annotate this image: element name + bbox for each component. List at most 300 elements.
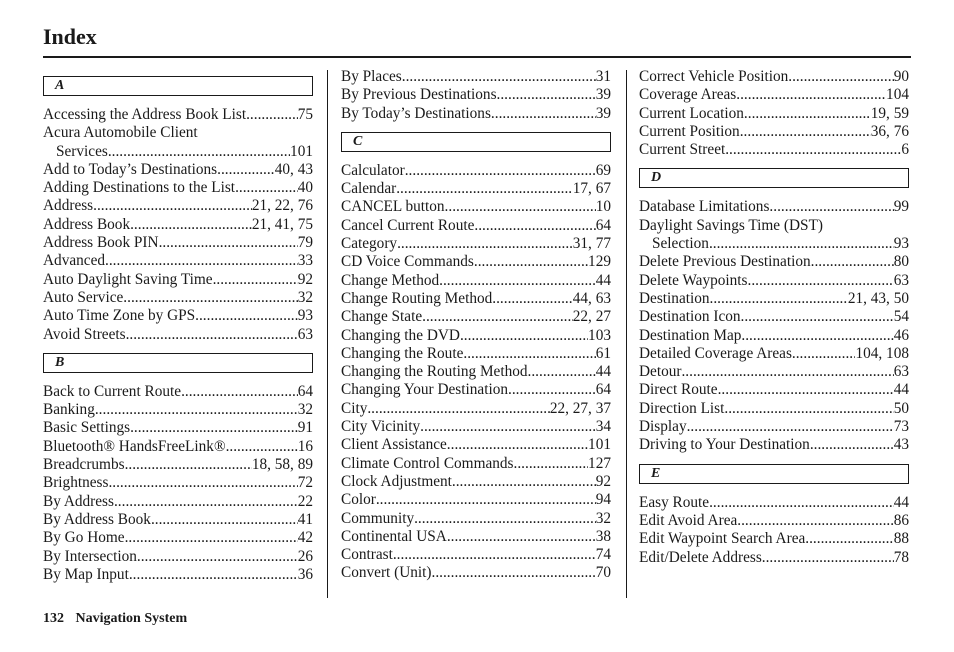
index-term: Convert (Unit) (341, 564, 432, 582)
page-reference: 79 (297, 234, 313, 252)
page-reference: 18, 58, 89 (251, 456, 313, 474)
index-entry (341, 345, 611, 363)
page-reference: 33 (297, 252, 313, 270)
page-reference: 44 (595, 271, 611, 289)
page-reference: 19, 59 (870, 104, 909, 122)
index-term: Back to Current Route (43, 382, 182, 400)
page-reference: 88 (893, 530, 909, 548)
index-term: Direct Route (639, 381, 718, 399)
dot-leader (741, 308, 894, 326)
dot-leader (108, 143, 290, 161)
page-reference: 31 (595, 68, 611, 85)
index-entry (43, 143, 313, 161)
section-d-entries (639, 198, 909, 454)
page-reference: 32 (297, 288, 313, 306)
index-term: Continental USA (341, 527, 447, 545)
dot-leader (125, 529, 298, 547)
index-entry-line: Acura Automobile Client (43, 124, 198, 142)
dot-leader (736, 86, 886, 104)
dot-leader (402, 68, 596, 86)
dot-leader (474, 217, 595, 235)
dot-leader (123, 289, 297, 307)
page-reference: 46 (893, 326, 909, 344)
index-term: Current Location (639, 104, 744, 122)
index-term: Cancel Current Route (341, 216, 475, 234)
index-entry (639, 272, 909, 290)
dot-leader (744, 105, 871, 123)
index-entry (639, 105, 909, 123)
index-entry (639, 436, 909, 454)
index-term: By Map Input (43, 565, 129, 583)
dot-leader (737, 512, 893, 530)
index-entry (43, 216, 313, 234)
page-reference: 32 (297, 401, 313, 419)
dot-leader (709, 494, 894, 512)
dot-leader (108, 474, 297, 492)
page-reference: 129 (588, 253, 611, 271)
index-entry (639, 530, 909, 548)
dot-leader (491, 105, 596, 123)
index-term: Color (341, 491, 376, 509)
page-reference: 90 (893, 68, 909, 85)
page-reference: 93 (893, 235, 909, 253)
index-term: By Address (43, 492, 114, 510)
index-entry (43, 566, 313, 584)
page-reference: 40, 43 (274, 160, 313, 178)
index-entry (639, 400, 909, 418)
index-entry (341, 564, 611, 582)
dot-leader (181, 383, 298, 401)
page-reference: 39 (595, 104, 611, 122)
page-reference: 6 (901, 141, 909, 159)
section-letter-e: E (639, 464, 909, 484)
index-entry (43, 106, 313, 124)
section-c-entries (341, 162, 611, 583)
index-term: Destination (639, 289, 710, 307)
index-entry (43, 474, 313, 492)
index-term: City (341, 399, 368, 417)
index-term: Banking (43, 401, 95, 419)
index-term: Current Street (639, 141, 726, 159)
index-entry (341, 105, 611, 123)
dot-leader (528, 363, 596, 381)
index-term: Delete Waypoints (639, 271, 748, 289)
page-reference: 22 (297, 492, 313, 510)
index-entry (43, 529, 313, 547)
dot-leader (725, 141, 901, 159)
index-term: By Go Home (43, 529, 125, 547)
index-entry (43, 419, 313, 437)
index-term: Direction List (639, 399, 725, 417)
index-term: Change Method (341, 271, 440, 289)
dot-leader (405, 162, 596, 180)
column-divider (626, 70, 627, 598)
index-entry (341, 381, 611, 399)
index-term: Display (639, 418, 687, 436)
dot-leader (687, 418, 894, 436)
page-reference: 44, 63 (572, 289, 611, 307)
dot-leader (709, 235, 894, 253)
index-term: Calculator (341, 161, 405, 179)
dot-leader (420, 418, 596, 436)
index-term: Coverage Areas (639, 86, 737, 104)
dot-leader (95, 401, 298, 419)
index-entry (341, 436, 611, 454)
index-term: Adding Destinations to the List (43, 179, 236, 197)
dot-leader (788, 68, 893, 86)
index-term: Clock Adjustment (341, 472, 452, 490)
index-entry (341, 68, 611, 86)
index-term: Client Assistance (341, 436, 447, 454)
index-entry (43, 326, 313, 344)
page-reference: 26 (297, 547, 313, 565)
page-reference: 21, 41, 75 (251, 215, 313, 233)
page-reference: 103 (588, 326, 611, 344)
dot-leader (514, 455, 589, 473)
page-reference: 63 (893, 271, 909, 289)
index-entry (341, 327, 611, 345)
dot-leader (213, 271, 298, 289)
dot-leader (681, 363, 893, 381)
index-entry (639, 308, 909, 326)
index-term: By Today’s Destinations (341, 104, 491, 122)
index-term: Avoid Streets (43, 325, 126, 343)
index-term: Selection (652, 235, 709, 253)
dot-leader (93, 197, 252, 215)
index-term: Auto Daylight Saving Time (43, 270, 213, 288)
dot-leader (508, 381, 596, 399)
page-reference: 50 (893, 399, 909, 417)
index-term: Easy Route (639, 493, 710, 511)
page-reference: 101 (290, 142, 313, 160)
index-term: By Places (341, 68, 402, 85)
dot-leader (396, 180, 573, 198)
page-reference: 17, 67 (572, 180, 611, 198)
index-term: Auto Time Zone by GPS (43, 307, 196, 325)
index-term: Accessing the Address Book List (43, 106, 247, 123)
page-reference: 22, 27, 37 (549, 399, 611, 417)
index-entry (341, 86, 611, 104)
dot-leader (367, 400, 549, 418)
index-entry (341, 400, 611, 418)
dot-leader (748, 272, 894, 290)
index-entry (341, 272, 611, 290)
page-reference: 22, 27 (572, 308, 611, 326)
dot-leader (414, 510, 596, 528)
index-term: Services (56, 142, 108, 160)
dot-leader (492, 290, 572, 308)
index-entry (341, 418, 611, 436)
index-term: Bluetooth® HandsFreeLink® (43, 437, 226, 455)
dot-leader (741, 327, 893, 345)
section-b-entries (43, 383, 313, 584)
page-reference: 80 (893, 253, 909, 271)
page-reference: 99 (893, 198, 909, 216)
page-number: 132 (43, 611, 64, 626)
title-rule (43, 56, 911, 58)
dot-leader (235, 179, 298, 197)
index-term: Address Book PIN (43, 234, 159, 252)
page-reference: 54 (893, 308, 909, 326)
index-entry (43, 289, 313, 307)
index-term: Brightness (43, 474, 109, 492)
page-reference: 74 (595, 546, 611, 564)
page-reference: 31, 77 (572, 235, 611, 253)
footer-section-title: Navigation System (75, 611, 188, 626)
dot-leader (159, 234, 298, 252)
index-entry (341, 546, 611, 564)
index-entry (43, 493, 313, 511)
index-entry (639, 327, 909, 345)
section-c-continued-entries (639, 68, 909, 159)
page-reference: 70 (595, 564, 611, 582)
page-reference: 64 (595, 381, 611, 399)
index-entry (639, 290, 909, 308)
page-reference: 64 (297, 382, 313, 400)
index-entry (43, 383, 313, 401)
index-term: Change State (341, 308, 423, 326)
index-entry (43, 179, 313, 197)
index-entry (341, 253, 611, 271)
index-entry (639, 198, 909, 216)
index-term: By Address Book (43, 510, 151, 528)
page-reference: 41 (297, 510, 313, 528)
index-entry (341, 290, 611, 308)
index-entry (341, 510, 611, 528)
index-entry (43, 197, 313, 215)
section-letter-b: B (43, 353, 313, 373)
index-entry (43, 438, 313, 456)
index-term: Detour (639, 363, 682, 381)
page-reference: 40 (297, 179, 313, 197)
dot-leader (805, 530, 893, 548)
page-reference: 34 (595, 418, 611, 436)
index-entry (639, 363, 909, 381)
index-term: By Intersection (43, 547, 137, 565)
index-term: Changing the Route (341, 344, 464, 362)
page-reference: 101 (588, 436, 611, 454)
dot-leader (126, 326, 298, 344)
index-term: Destination Map (639, 326, 742, 344)
dot-leader (397, 235, 573, 253)
dot-leader (710, 290, 848, 308)
section-b-continued-entries (341, 68, 611, 123)
dot-leader (447, 436, 588, 454)
index-entry (341, 491, 611, 509)
page-reference: 44 (595, 363, 611, 381)
index-entry (639, 86, 909, 104)
dot-leader (718, 381, 894, 399)
index-entry (341, 217, 611, 235)
page-reference: 91 (297, 419, 313, 437)
page-reference: 39 (595, 86, 611, 104)
dot-leader (460, 327, 588, 345)
page-reference: 86 (893, 511, 909, 529)
index-term: Delete Previous Destination (639, 253, 811, 271)
page-reference: 44 (893, 493, 909, 511)
index-entry (43, 161, 313, 179)
page-reference: 36 (297, 565, 313, 583)
section-letter-c: C (341, 132, 611, 152)
dot-leader (447, 528, 596, 546)
index-term: Edit Waypoint Search Area (639, 530, 806, 548)
dot-leader (130, 216, 252, 234)
index-term: Address Book (43, 215, 131, 233)
index-term: By Previous Destinations (341, 86, 497, 104)
index-entry (43, 307, 313, 325)
index-term: Edit/Delete Address (639, 548, 762, 566)
column-divider (327, 70, 328, 598)
page-reference: 93 (297, 307, 313, 325)
index-entry (341, 308, 611, 326)
page-reference: 21, 22, 76 (251, 197, 313, 215)
dot-leader (393, 546, 596, 564)
section-e-entries (639, 494, 909, 567)
page-reference: 92 (297, 270, 313, 288)
index-term: Changing the DVD (341, 326, 460, 344)
index-entry (43, 234, 313, 252)
index-entry (639, 68, 909, 86)
index-term: Destination Icon (639, 308, 741, 326)
index-entry (341, 473, 611, 491)
index-term: Basic Settings (43, 419, 131, 437)
page-reference: 32 (595, 509, 611, 527)
dot-leader (792, 345, 856, 363)
index-term: Detailed Coverage Areas (639, 344, 792, 362)
index-entry (341, 235, 611, 253)
dot-leader (246, 106, 298, 124)
index-entry (341, 162, 611, 180)
index-term: Add to Today’s Destinations (43, 160, 218, 178)
index-entry (639, 549, 909, 567)
page-reference: 64 (595, 216, 611, 234)
index-term: Current Position (639, 122, 740, 140)
index-entry (639, 123, 909, 141)
index-term: Changing Your Destination (341, 381, 508, 399)
index-entry (341, 455, 611, 473)
dot-leader (195, 307, 298, 325)
index-term: Category (341, 235, 398, 253)
page-reference: 61 (595, 344, 611, 362)
index-term: Calendar (341, 180, 397, 198)
index-term: Breadcrumbs (43, 456, 125, 474)
page-reference: 104 (886, 86, 909, 104)
index-term: Changing the Routing Method (341, 363, 528, 381)
page-reference: 38 (595, 527, 611, 545)
dot-leader (811, 253, 894, 271)
dot-leader (151, 511, 298, 529)
index-entry (43, 271, 313, 289)
index-entry (43, 511, 313, 529)
dot-leader (445, 198, 596, 216)
index-entry (43, 401, 313, 419)
dot-leader (810, 436, 894, 454)
page-reference: 63 (893, 363, 909, 381)
page-reference: 78 (893, 548, 909, 566)
index-term: Driving to Your Destination (639, 436, 810, 454)
section-letter-a: A (43, 76, 313, 96)
index-column-3 (639, 68, 909, 567)
page-reference: 94 (595, 491, 611, 509)
page-reference: 104, 108 (855, 344, 909, 362)
dot-leader (130, 419, 298, 437)
page-reference: 16 (297, 437, 313, 455)
index-entry (43, 456, 313, 474)
dot-leader (217, 161, 275, 179)
dot-leader (114, 493, 298, 511)
page-reference: 63 (297, 325, 313, 343)
section-a-entries (43, 106, 313, 344)
section-letter-d: D (639, 168, 909, 188)
dot-leader (452, 473, 596, 491)
page-reference: 43 (893, 436, 909, 454)
index-term: Address (43, 197, 94, 215)
page-title: Index (43, 24, 97, 49)
dot-leader (762, 549, 894, 567)
page-footer (43, 611, 187, 627)
index-entry (639, 512, 909, 530)
index-entry (341, 180, 611, 198)
page-reference: 21, 43, 50 (847, 289, 909, 307)
dot-leader (740, 123, 871, 141)
index-entry (43, 548, 313, 566)
page-reference: 73 (893, 418, 909, 436)
index-term: Edit Avoid Area (639, 511, 738, 529)
index-term: Contrast (341, 546, 393, 564)
index-term: Community (341, 509, 415, 527)
index-term: Correct Vehicle Position (639, 68, 789, 85)
index-entry (341, 363, 611, 381)
index-term: Database Limitations (639, 198, 770, 216)
index-term: CANCEL button (341, 198, 445, 216)
dot-leader (724, 400, 893, 418)
index-entry (639, 381, 909, 399)
page-reference: 36, 76 (870, 122, 909, 140)
dot-leader (376, 491, 596, 509)
index-term: Climate Control Commands (341, 454, 514, 472)
index-term: City Vicinity (341, 418, 421, 436)
dot-leader (432, 564, 596, 582)
index-entry-line: Daylight Savings Time (DST) (639, 216, 824, 234)
index-entry (341, 198, 611, 216)
dot-leader (125, 456, 252, 474)
page-reference: 75 (297, 106, 313, 123)
index-term: Auto Service (43, 288, 124, 306)
index-entry (639, 235, 909, 253)
dot-leader (463, 345, 595, 363)
dot-leader (769, 198, 893, 216)
dot-leader (422, 308, 573, 326)
page-reference: 127 (588, 454, 611, 472)
page-reference: 44 (893, 381, 909, 399)
page-reference: 72 (297, 474, 313, 492)
index-entry (43, 252, 313, 270)
page-reference: 69 (595, 161, 611, 179)
index-entry (639, 418, 909, 436)
dot-leader (439, 272, 596, 290)
index-column-2 (341, 68, 611, 583)
dot-leader (474, 253, 588, 271)
index-entry (639, 494, 909, 512)
index-term: Advanced (43, 252, 106, 270)
index-entry (639, 253, 909, 271)
index-entry (639, 345, 909, 363)
page-reference: 42 (297, 529, 313, 547)
index-entry (341, 528, 611, 546)
index-entry (639, 141, 909, 159)
index-column-1 (43, 68, 313, 584)
dot-leader (129, 566, 298, 584)
